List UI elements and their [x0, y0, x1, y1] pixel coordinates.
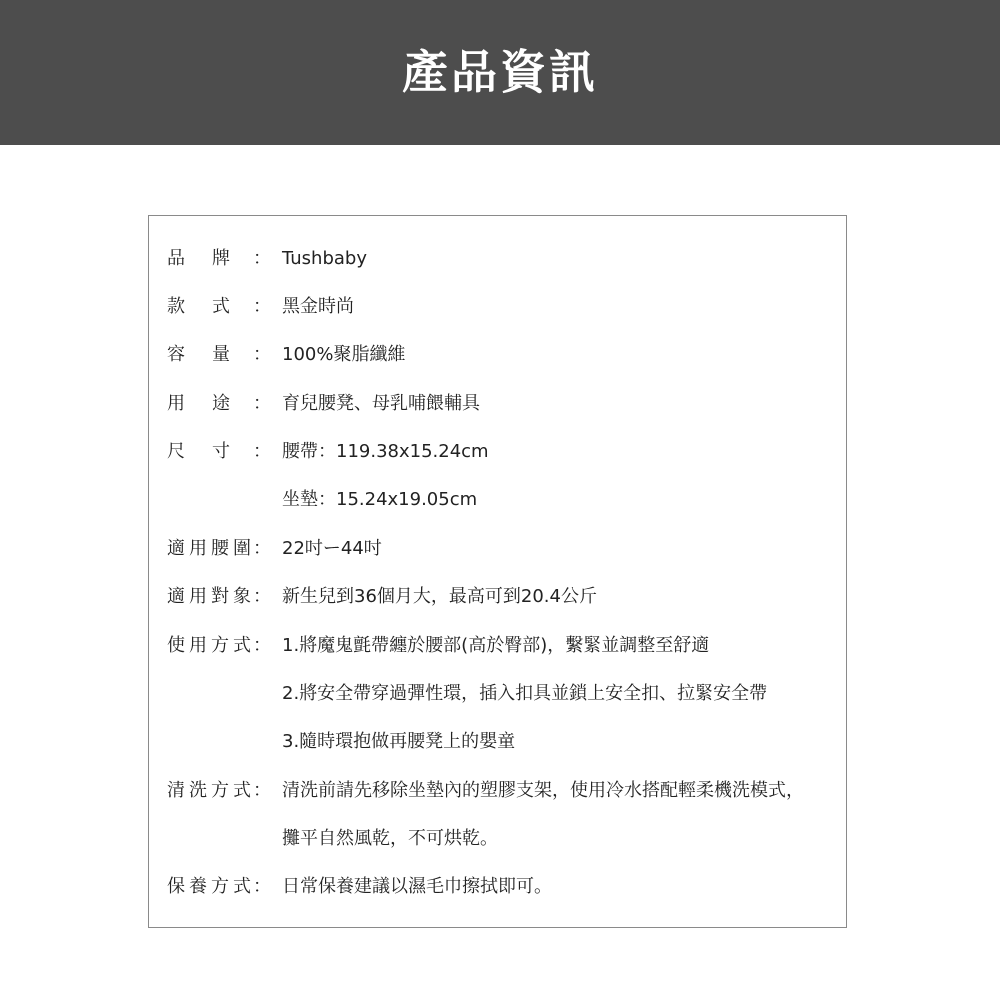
info-row-size-cont: [149, 485, 846, 515]
row-value: 3.隨時環抱做再腰凳上的嬰童: [282, 731, 516, 752]
row-value: 育兒腰凳、母乳哺餵輔具: [282, 393, 480, 414]
row-colon: ：: [253, 635, 271, 656]
row-value: 坐墊：15.24x19.05cm: [282, 489, 478, 510]
page-title: 產品資訊: [402, 44, 598, 99]
row-label: 適用腰圍: [167, 538, 255, 559]
row-value: 新生兒到36個月大，最高可到20.4公斤: [282, 586, 597, 607]
row-colon: ：: [253, 296, 271, 317]
label-char: 量: [212, 344, 230, 365]
info-row-instructions-2: [149, 679, 846, 709]
row-colon: ：: [253, 586, 271, 607]
row-colon: ：: [253, 780, 271, 801]
row-value: 1.將魔鬼氈帶纏於腰部(高於臀部)，繫緊並調整至舒適: [282, 635, 710, 656]
row-colon: ：: [253, 248, 271, 269]
info-row-usage: [149, 389, 846, 419]
info-row-brand: [149, 244, 846, 274]
info-row-target: [149, 582, 846, 612]
row-colon: ：: [253, 876, 271, 897]
info-row-washing-2: [149, 824, 846, 854]
header-bar: [0, 0, 1000, 145]
row-label: 適用對象: [167, 586, 255, 607]
row-colon: ：: [253, 538, 271, 559]
info-row-style: [149, 292, 846, 322]
row-value: 100%聚脂纖維: [282, 344, 406, 365]
row-label: 使用方式: [167, 635, 255, 656]
product-info-box: [148, 215, 847, 928]
label-char: 寸: [212, 441, 230, 462]
label-char: 途: [212, 393, 230, 414]
info-row-instructions: [149, 631, 846, 661]
info-row-waist: [149, 534, 846, 564]
label-char: 式: [212, 296, 230, 317]
row-value: 22吋ー44吋: [282, 538, 382, 559]
row-label: 保養方式: [167, 876, 255, 897]
label-char: 品: [167, 248, 185, 269]
row-value: 腰帶：119.38x15.24cm: [282, 441, 489, 462]
row-value: 2.將安全帶穿過彈性環，插入扣具並鎖上安全扣、拉緊安全帶: [282, 683, 768, 704]
row-value: 清洗前請先移除坐墊內的塑膠支架，使用冷水搭配輕柔機洗模式，: [282, 780, 804, 801]
row-value: 攤平自然風乾，不可烘乾。: [282, 828, 498, 849]
row-value: Tushbaby: [282, 248, 367, 269]
row-value: 黑金時尚: [282, 296, 354, 317]
info-row-size: [149, 437, 846, 467]
info-row-material: [149, 340, 846, 370]
row-value: 日常保養建議以濕毛巾擦拭即可。: [282, 876, 552, 897]
row-label: 清洗方式: [167, 780, 255, 801]
row-colon: ：: [253, 393, 271, 414]
row-colon: ：: [253, 441, 271, 462]
info-row-instructions-3: [149, 727, 846, 757]
label-char: 用: [167, 393, 185, 414]
label-char: 尺: [167, 441, 185, 462]
info-row-washing: [149, 776, 846, 806]
label-char: 容: [167, 344, 185, 365]
row-colon: ：: [253, 344, 271, 365]
label-char: 款: [167, 296, 185, 317]
label-char: 牌: [212, 248, 230, 269]
info-row-care: [149, 872, 846, 902]
